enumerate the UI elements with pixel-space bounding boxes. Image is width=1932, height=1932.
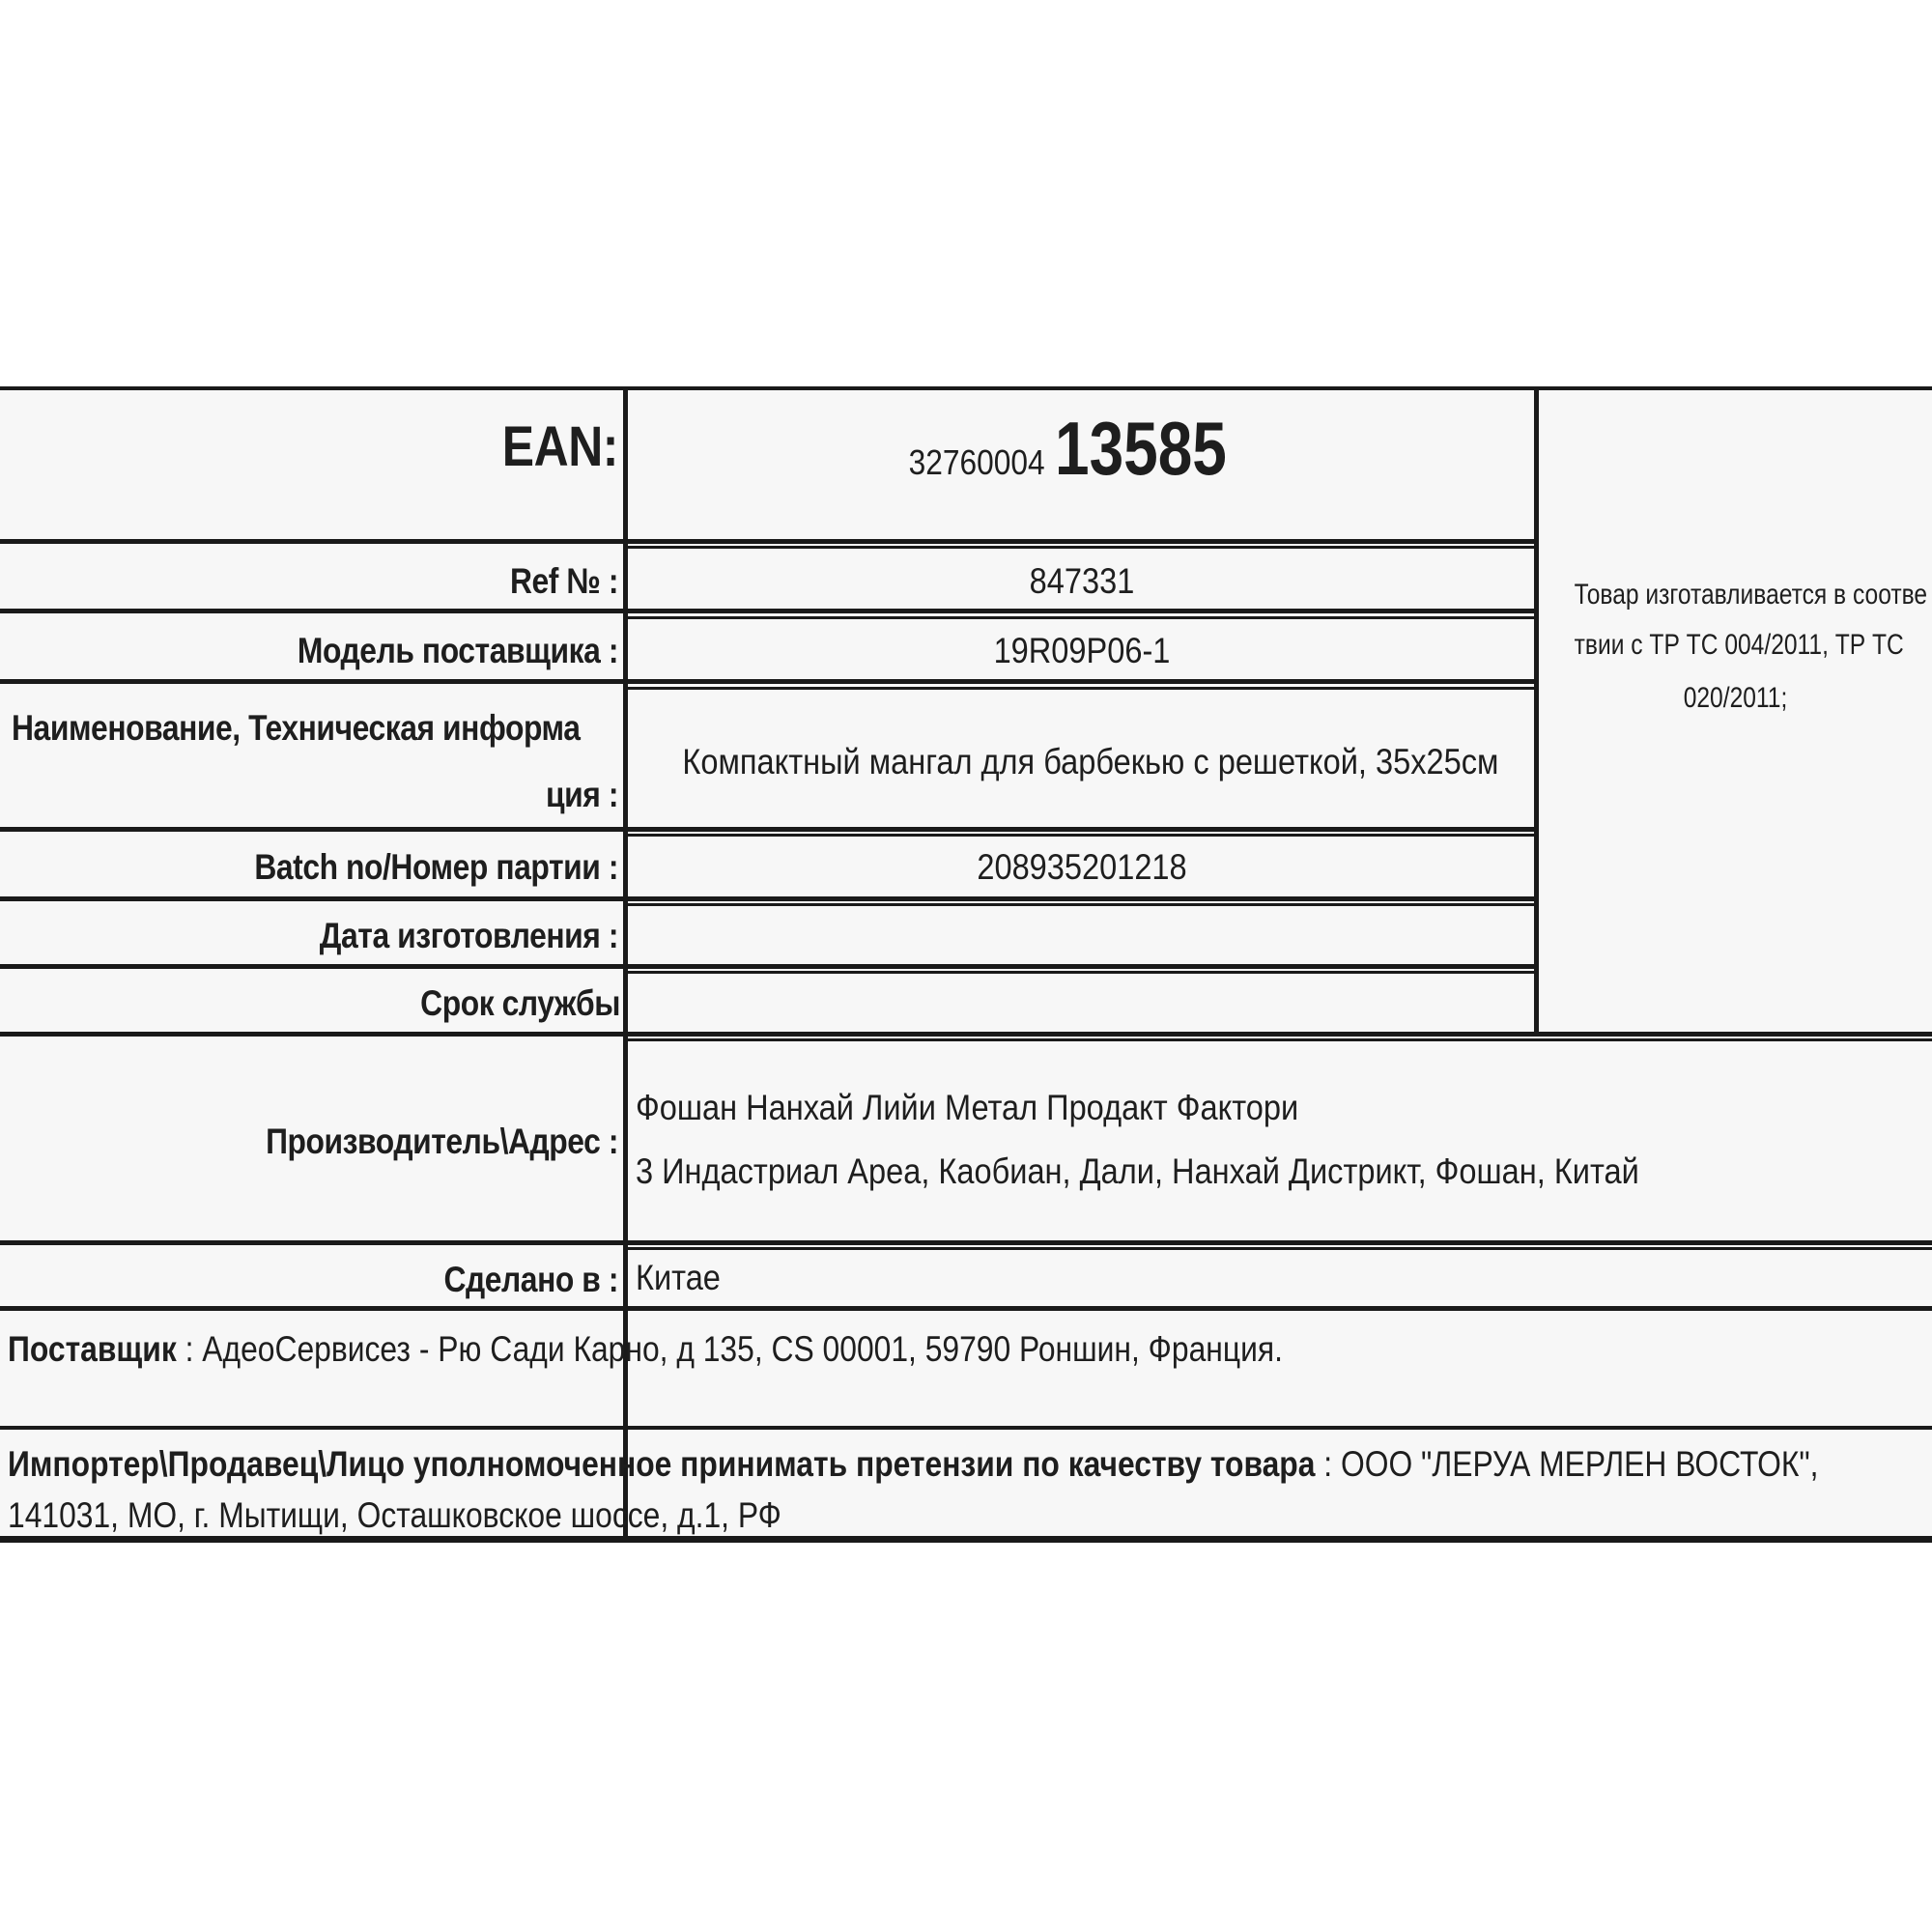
rule-date-top xyxy=(626,903,1539,906)
rule-top xyxy=(0,386,1932,390)
manufacturer-address: 3 Индастриал Ареа, Каобиан, Дали, Нанхай Дистрикт, Фошан, Китай xyxy=(636,1151,1639,1191)
rule-ref-bottom xyxy=(0,609,1539,613)
made-in-label: Сделано в : xyxy=(443,1260,618,1299)
ean-label: EAN: xyxy=(501,415,618,478)
supplier-label: Поставщик xyxy=(8,1329,177,1369)
rule-service-top xyxy=(626,971,1539,974)
supplier-text: : АдеоСервисез - Рю Сади Карно, д 135, CS 00001, 59790 Роншин, Франция. xyxy=(176,1329,1283,1369)
name-label-line1: Наименование, Техническая информа xyxy=(12,708,581,748)
compliance-line3: 020/2011; xyxy=(1683,682,1788,714)
rule-madein-bottom xyxy=(0,1306,1932,1311)
rule-ean-bottom xyxy=(0,539,1539,544)
importer-label: Импортер\Продавец\Лицо уполномоченное принимать претензии по качеству товара xyxy=(8,1444,1316,1484)
model-label: Модель поставщика : xyxy=(297,631,618,670)
batch-value: 208935201218 xyxy=(977,847,1187,887)
importer-text-line2: 141031, МО, г. Мытищи, Осташковское шоссе, д.1, РФ xyxy=(8,1495,781,1535)
rule-supplier-bottom xyxy=(0,1426,1932,1430)
ref-value: 847331 xyxy=(1029,561,1135,601)
rule-bottom xyxy=(0,1536,1932,1543)
name-label-line2: ция : xyxy=(546,775,618,814)
rule-service-bottom xyxy=(0,1032,1932,1037)
rule-name-top xyxy=(626,687,1539,690)
importer-text-line1: : ООО "ЛЕРУА МЕРЛЕН ВОСТОК", xyxy=(1315,1444,1819,1484)
supplier-line xyxy=(8,1331,1283,1367)
ean-prefix: 32760004 xyxy=(909,442,1046,482)
rule-date-bottom xyxy=(0,964,1539,969)
rule-manuf-top xyxy=(626,1038,1932,1041)
rule-model-bottom xyxy=(0,679,1539,684)
rule-name-bottom xyxy=(0,827,1539,832)
manufacturer-label: Производитель\Адрес : xyxy=(266,1122,618,1161)
name-value: Компактный мангал для барбекью с решеткой, 35x25см xyxy=(682,742,1499,781)
rule-manuf-bottom xyxy=(0,1240,1932,1245)
manufacturer-name: Фошан Нанхай Лийи Метал Продакт Фактори xyxy=(636,1088,1299,1127)
importer-line1 xyxy=(8,1446,1818,1482)
rule-model-top xyxy=(626,616,1539,619)
date-label: Дата изготовления : xyxy=(319,916,618,955)
batch-label: Batch no/Номер партии : xyxy=(254,847,618,887)
service-life-label: Срок службы xyxy=(420,983,620,1023)
ean-suffix: 13585 xyxy=(1054,406,1227,491)
compliance-line2: твии с ТР ТС 004/2011, ТР ТС xyxy=(1574,629,1904,661)
made-in-value: Китае xyxy=(636,1258,721,1297)
ean-value xyxy=(628,406,1536,491)
model-value: 19R09P06-1 xyxy=(993,631,1171,670)
rule-batch-top xyxy=(626,834,1539,837)
ref-label: Ref № : xyxy=(509,561,618,601)
rule-ref-top xyxy=(626,546,1539,549)
rule-batch-bottom xyxy=(0,896,1539,901)
compliance-line1: Товар изготавливается в соотве xyxy=(1574,579,1928,611)
rule-madein-top xyxy=(626,1247,1932,1250)
